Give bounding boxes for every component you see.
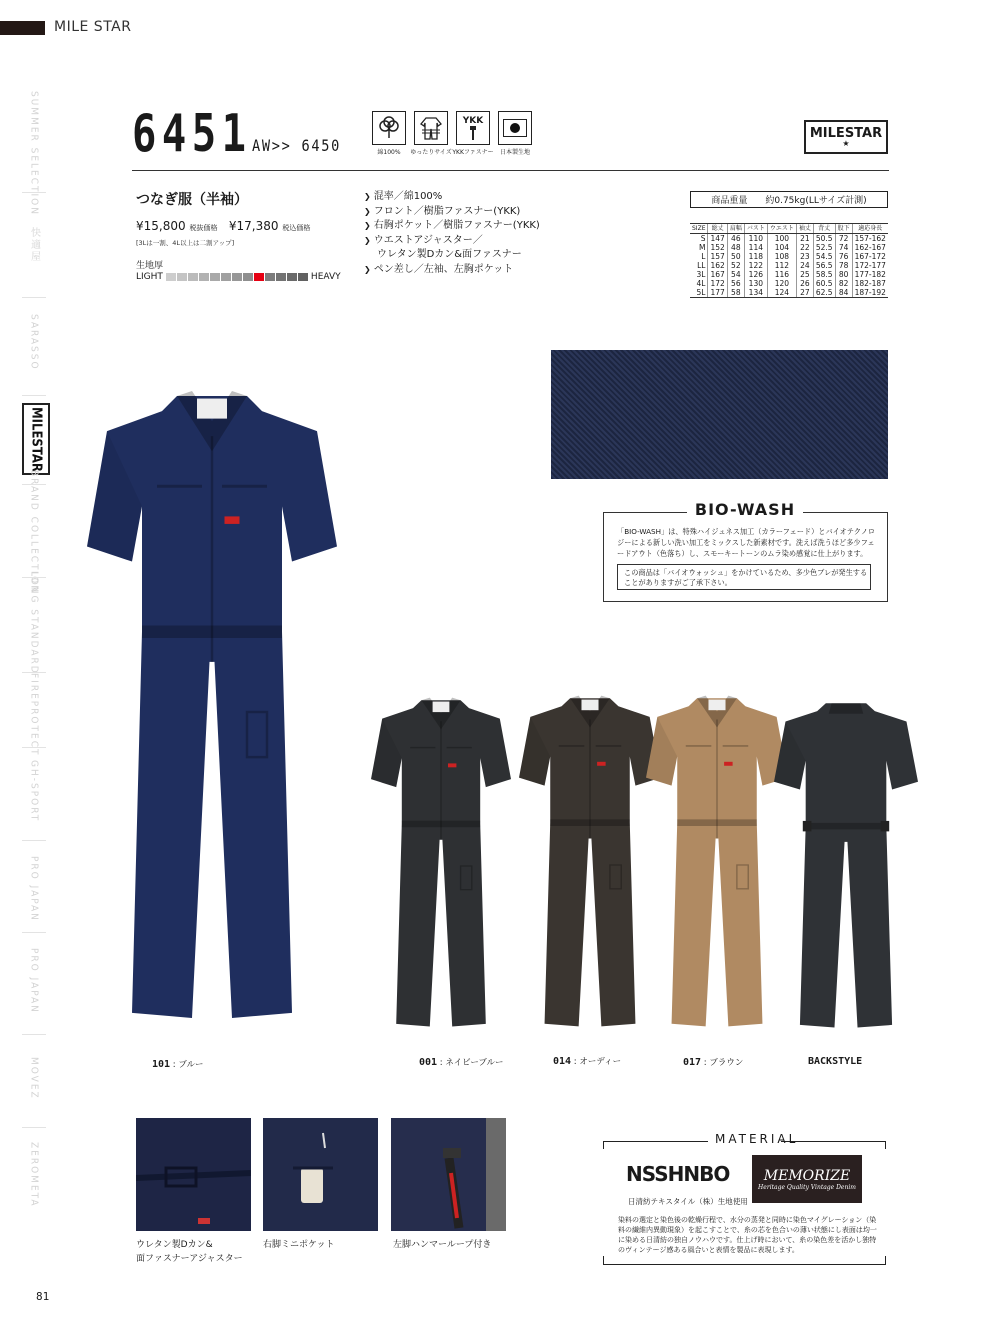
sidebar-tab[interactable] — [22, 570, 46, 675]
thickness-cells — [166, 273, 308, 281]
size-table-cell: 72 — [835, 234, 852, 244]
page-number: 81 — [36, 1290, 50, 1303]
price-excl: ¥15,800 — [136, 219, 186, 233]
sidebar-tab-label: SARASSO — [28, 314, 40, 371]
feature-item: ❯ ペン差し／左袖、左胸ポケット — [364, 263, 540, 278]
size-table-cell: 116 — [767, 270, 796, 279]
size-table-cell: 157-162 — [852, 234, 888, 244]
material-text: 染料の選定と染色後の乾燥行程で、水分の蒸発と同時に染色マイグレーション（染料の繊維内異動現象）を起こすことで、糸の芯を色合いの薄い状態にし表面は均一に染める日清紡の独自ノウハウです。仕上げ時において、糸の染色差を活かし独特のヴィンテージ感ある風合いと表情を製品に表現します。 — [618, 1216, 877, 1254]
sidebar-tab[interactable] — [22, 403, 50, 475]
sidebar-tab-label: FIREPROTECT — [28, 673, 40, 757]
thickness-cell — [243, 273, 253, 281]
color-name: : ブラウン — [701, 1058, 744, 1068]
size-table-cell: 54.5 — [813, 252, 835, 261]
color-caption — [683, 1056, 743, 1068]
size-table-cell: 167-172 — [852, 252, 888, 261]
milestar-logo — [804, 120, 888, 154]
size-table-cell: 130 — [744, 279, 767, 288]
feature-item: ウレタン製Dカン&面ファスナー — [377, 249, 522, 260]
size-table-cell: 78 — [835, 261, 852, 270]
memorize-logo-text: MEMORIZE — [763, 1167, 851, 1184]
size-table-row — [690, 288, 888, 298]
color-name: BACKSTYLE — [808, 1056, 863, 1067]
thickness-cell — [265, 273, 275, 281]
bio-wash-text: 「BIO-WASH」は、特殊ハイジュネス加工（カラーフェード）とバイオテクノロジーによる新しい洗い加工をミックスした新素材です。洗えば洗うほど多少フェードアウト（色落ち）し、スモーキートーンのムラ染め感覚に仕上がります。 — [617, 527, 876, 558]
thickness-cell — [221, 273, 231, 281]
size-table-cell: 27 — [796, 288, 813, 298]
size-table-cell: 23 — [796, 252, 813, 261]
size-table-cell: 152 — [708, 243, 727, 252]
size-table-cell: 56 — [727, 279, 744, 288]
memorize-logo-sub: Heritage Quality Vintage Denim — [758, 1183, 856, 1191]
weight-value: 約0.75kg(LLサイズ計測) — [765, 196, 867, 206]
color-code: 101 — [152, 1059, 171, 1070]
size-table-cell: M — [699, 243, 706, 252]
thickness-cell — [188, 273, 198, 281]
size-table-cell: 100 — [767, 234, 796, 244]
size-table-cell: 182-187 — [852, 279, 888, 288]
size-table-cell: 54 — [727, 270, 744, 279]
size-table-row — [690, 270, 888, 279]
size-table-row — [690, 279, 888, 288]
size-table-cell: 126 — [744, 270, 767, 279]
size-table-cell: 58 — [727, 288, 744, 298]
size-table-cell: 124 — [767, 288, 796, 298]
detail-photo-adjuster — [136, 1118, 251, 1231]
feature-list — [364, 190, 540, 277]
size-table-cell: 172-177 — [852, 261, 888, 270]
sidebar-tab[interactable] — [22, 305, 46, 380]
detail-caption-mini-pocket: 右脚ミニポケット — [263, 1240, 335, 1250]
thickness-cell — [177, 273, 187, 281]
detail-caption-hammer-loop: 左脚ハンマーループ付き — [393, 1240, 492, 1250]
sidebar-tab-label: BRAND COLLECTION — [28, 470, 40, 594]
size-table-head-cell: 背丈 — [813, 224, 835, 234]
feature-item: ❯ ウエストアジャスター／ — [364, 234, 540, 249]
color-name: : ネイビーブルー — [437, 1058, 504, 1068]
size-table-cell: 114 — [744, 243, 767, 252]
size-table-cell: 177-182 — [852, 270, 888, 279]
size-table-cell: 162 — [708, 261, 727, 270]
cotton-icon-box — [372, 111, 406, 156]
size-table-cell: 50 — [727, 252, 744, 261]
sidebar-tab-label: LONG STANDARD — [28, 570, 40, 675]
memorize-logo — [752, 1155, 862, 1203]
size-table-cell: 76 — [835, 252, 852, 261]
sidebar-tab[interactable] — [22, 848, 46, 930]
size-table-cell: 147 — [708, 234, 727, 244]
cotton-icon — [372, 111, 406, 145]
sidebar-tab[interactable] — [22, 1042, 46, 1114]
price-incl: ¥17,380 — [228, 219, 279, 233]
size-table-cell: 5L — [690, 288, 708, 298]
divider — [132, 170, 889, 171]
color-code: 017 — [683, 1057, 702, 1068]
loose-fit-icon-box — [410, 111, 452, 156]
nisshinbo-caption: 日清紡テキスタイル（株）生地使用 — [628, 1197, 748, 1206]
size-table-cell: 122 — [744, 261, 767, 270]
ykk-icon-box — [452, 111, 494, 156]
size-table-cell: 134 — [744, 288, 767, 298]
size-table-cell: 52 — [727, 261, 744, 270]
sidebar-divider — [22, 395, 46, 396]
sidebar-tab-label: GH-SPORT — [28, 759, 40, 823]
sidebar-divider — [22, 1034, 46, 1035]
bio-wash-note: この商品は「バイオウォッシュ」をかけているため、多少色ブレが発生することがありますがご了承下さい。 — [617, 564, 871, 590]
size-table-cell: 74 — [835, 243, 852, 252]
product-title: つなぎ服（半袖） — [136, 192, 248, 208]
detail-photo-mini-pocket — [263, 1118, 378, 1231]
size-table-cell: 82 — [835, 279, 852, 288]
size-table-row — [690, 261, 888, 270]
material-title: MATERIAL — [715, 1132, 799, 1146]
sidebar-tab-label: ZEROMETA — [28, 1142, 40, 1208]
sidebar-divider — [22, 1127, 46, 1128]
price-incl-label: 税込価格 — [282, 224, 311, 232]
sidebar-divider — [22, 297, 46, 298]
color-caption — [808, 1056, 862, 1067]
ykk-mark: YKK — [462, 116, 484, 126]
feature-item: ❯ 混率／綿100% — [364, 190, 540, 205]
size-table-cell: 120 — [767, 279, 796, 288]
sidebar-tab[interactable] — [22, 470, 46, 594]
size-table-cell: 50.5 — [813, 234, 835, 244]
icon-label: ゆったりサイズ — [410, 149, 452, 156]
icon-label: YKKファスナー — [452, 149, 494, 156]
size-table-cell: 22 — [796, 243, 813, 252]
icon-label: 綿100% — [377, 149, 401, 156]
coverall-image — [87, 386, 337, 1038]
size-table-cell: S — [700, 234, 706, 243]
icon-label: 日本製生地 — [499, 149, 530, 156]
feature-item: ❯ 右胸ポケット／樹脂ファスナー(YKK) — [364, 219, 540, 234]
thickness-scale — [136, 272, 341, 282]
related-model: AW>> 6450 — [252, 136, 341, 155]
size-table-cell: 62.5 — [813, 288, 835, 298]
size-table-cell: 56.5 — [813, 261, 835, 270]
sidebar-tab[interactable] — [22, 200, 46, 290]
ykk-icon — [456, 111, 490, 145]
feature-icons — [372, 111, 532, 156]
sidebar-tab-label: 快適屋 — [28, 227, 40, 263]
thickness-label: 生地厚 — [136, 261, 164, 271]
sidebar-divider — [22, 577, 46, 578]
price-note: [3Lは一割、4L以上は二割アップ] — [136, 239, 235, 247]
sidebar-divider — [22, 840, 46, 841]
color-name: : オーディー — [571, 1057, 622, 1067]
bio-wash-title: BIO-WASH — [603, 500, 887, 519]
color-code: 014 — [553, 1056, 572, 1067]
color-code: 001 — [419, 1057, 438, 1068]
size-table-head-cell: 総丈 — [708, 224, 727, 234]
size-table-cell: 60.5 — [813, 279, 835, 288]
size-table-cell: 157 — [708, 252, 727, 261]
size-table-cell: 110 — [744, 234, 767, 244]
size-table-cell: 80 — [835, 270, 852, 279]
thickness-cell — [166, 273, 176, 281]
size-table-cell: 112 — [767, 261, 796, 270]
thickness-cell — [232, 273, 242, 281]
size-table-cell: 104 — [767, 243, 796, 252]
thickness-cell — [298, 273, 308, 281]
size-table-head-cell: 肩幅 — [727, 224, 744, 234]
header-bar — [0, 21, 45, 35]
japan-flag-icon — [498, 111, 532, 145]
size-table-cell: 84 — [835, 288, 852, 298]
size-table-head-cell: 袖丈 — [796, 224, 813, 234]
sidebar-tab-label: MOVEZ — [28, 1056, 40, 1100]
sidebar-tab[interactable] — [22, 673, 46, 757]
size-table-cell: 162-167 — [852, 243, 888, 252]
sidebar-tab-label: PRO JAPAN — [28, 856, 40, 922]
size-table-cell: 187-192 — [852, 288, 888, 298]
sidebar-tab-label: SUMMER SELECTION — [28, 90, 40, 216]
size-table-cell: 24 — [796, 261, 813, 270]
nisshinbo-logo: NSSHNBO — [626, 1162, 730, 1186]
sidebar-tab[interactable] — [22, 755, 46, 827]
sidebar-tab-label: MILESTAR — [28, 406, 44, 472]
size-table-cell: 4L — [696, 279, 706, 288]
thickness-light: LIGHT — [136, 272, 163, 282]
size-table-cell: 48 — [727, 243, 744, 252]
size-table-cell: 21 — [796, 234, 813, 244]
star-icon: ★ — [842, 138, 850, 148]
size-table-cell: 52.5 — [813, 243, 835, 252]
size-table-row — [690, 243, 888, 252]
sidebar-divider — [22, 484, 46, 485]
fabric-swatch-image — [551, 350, 888, 479]
coverall-image — [646, 693, 788, 1037]
price-excl-label: 税抜価格 — [189, 224, 218, 232]
size-table-row — [690, 252, 888, 261]
size-table-cell: 118 — [744, 252, 767, 261]
sidebar-divider — [22, 672, 46, 673]
size-table-cell: 172 — [708, 279, 727, 288]
detail-photo-hammer-loop — [391, 1118, 506, 1231]
detail-caption-adjuster: ウレタン製Dカン& 面ファスナーアジャスター — [136, 1240, 243, 1264]
color-caption — [419, 1056, 504, 1068]
thickness-cell — [287, 273, 297, 281]
size-table — [690, 223, 888, 298]
size-table-head-cell: 股下 — [835, 224, 852, 234]
thickness-cell — [276, 273, 286, 281]
size-table-cell: 25 — [796, 270, 813, 279]
sidebar-tab[interactable] — [22, 90, 46, 216]
size-table-head-cell: バスト — [744, 224, 767, 234]
size-table-head-cell: ウエスト — [767, 224, 796, 234]
size-table-cell: 167 — [708, 270, 727, 279]
sidebar-tab[interactable] — [22, 940, 46, 1022]
size-table-row — [690, 234, 888, 244]
size-table-cell: 58.5 — [813, 270, 835, 279]
size-table-cell: 177 — [708, 288, 727, 298]
weight-box — [690, 191, 888, 208]
coverall-back-image — [774, 698, 918, 1038]
sidebar-divider — [22, 932, 46, 933]
size-table-cell: 26 — [796, 279, 813, 288]
size-table-header — [690, 224, 888, 234]
japan-flag-icon-box — [498, 111, 532, 156]
sidebar-divider — [22, 192, 46, 193]
size-table-cell: 46 — [727, 234, 744, 244]
size-table-head-cell: SIZE — [690, 224, 708, 234]
milestar-logo-text: MILESTAR — [809, 125, 883, 141]
coverall-image — [371, 695, 511, 1037]
thickness-cell — [210, 273, 220, 281]
size-table-cell: L — [701, 252, 706, 261]
coverall-image — [519, 693, 661, 1037]
size-table-cell: LL — [697, 261, 706, 270]
feature-item: ❯ フロント／樹脂ファスナー(YKK) — [364, 205, 540, 220]
color-name: : ブルー — [170, 1060, 204, 1070]
size-table-head-cell: 適応身長 — [852, 224, 888, 234]
sidebar-tab[interactable] — [22, 1135, 46, 1215]
thickness-cell — [199, 273, 209, 281]
thickness-marker — [254, 273, 264, 281]
header-brand: MILE STAR — [54, 19, 132, 35]
color-caption — [152, 1058, 204, 1070]
model-number: 6451 — [132, 104, 252, 164]
sidebar-divider — [22, 747, 46, 748]
size-table-cell: 108 — [767, 252, 796, 261]
color-caption — [553, 1055, 621, 1067]
sidebar-tab-label: PRO JAPAN — [28, 948, 40, 1014]
thickness-heavy: HEAVY — [310, 272, 341, 282]
size-table-cell: 3L — [696, 270, 706, 279]
loose-fit-icon — [414, 111, 448, 145]
price — [136, 219, 310, 233]
weight-label: 商品重量 — [711, 196, 748, 206]
